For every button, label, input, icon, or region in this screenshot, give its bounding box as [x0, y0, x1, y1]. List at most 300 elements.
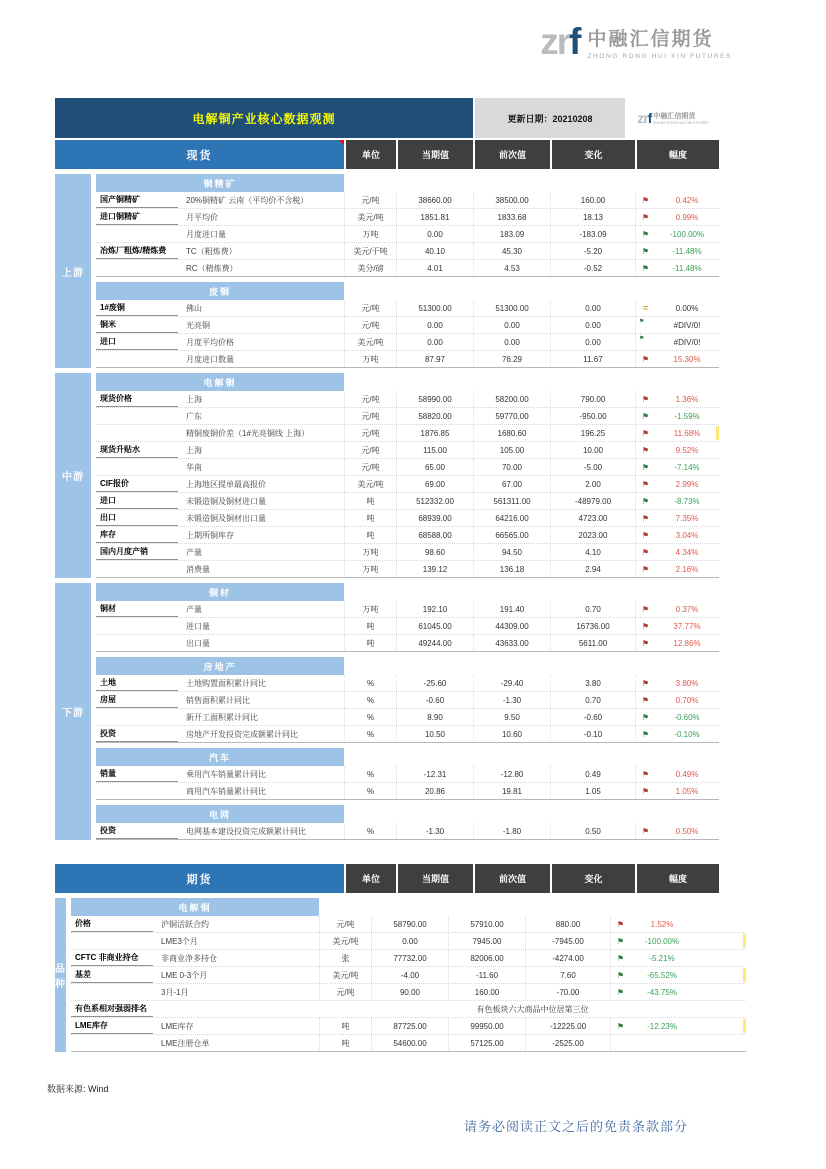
table-row: [96, 442, 719, 459]
previous-value-cell: -1.30: [473, 692, 550, 708]
previous-value-cell: 561311.00: [473, 493, 550, 509]
up-flag-icon: ⚑: [635, 618, 655, 634]
unit-cell: 美元/干吨: [344, 243, 396, 259]
logo-company-name-en: ZHONG RONG HUI XIN FUTURES: [587, 53, 732, 60]
previous-value-cell: 1833.68: [473, 209, 550, 225]
previous-value-cell: 160.00: [448, 984, 525, 1000]
section-title: 铜材: [96, 583, 344, 601]
table-row: [96, 260, 719, 277]
spot-section-label: 现货: [55, 140, 344, 169]
unit-cell: 美元/吨: [319, 967, 371, 983]
change-value-cell: 16736.00: [550, 618, 635, 634]
previous-value-cell: 99950.00: [448, 1018, 525, 1034]
spot-column-header-row: [55, 140, 719, 169]
range-cell: 0.50%: [675, 826, 699, 836]
unit-cell: 元/吨: [344, 425, 396, 441]
change-value-cell: -70.00: [525, 984, 610, 1000]
column-header-current: 当期值: [396, 864, 473, 893]
change-value-cell: -4274.00: [525, 950, 610, 966]
row-label: 基差: [71, 967, 153, 983]
row-desc: 出口量: [186, 638, 210, 648]
previous-value-cell: 9.50: [473, 709, 550, 725]
unit-cell: %: [344, 709, 396, 725]
row-label: [96, 226, 178, 242]
change-value-cell: -7945.00: [525, 933, 610, 949]
previous-value-cell: 4.53: [473, 260, 550, 276]
previous-value-cell: 1680.60: [473, 425, 550, 441]
current-value-cell: -1.30: [396, 823, 473, 839]
change-value-cell: 3.80: [550, 675, 635, 691]
table-row: [96, 527, 719, 544]
down-flag-icon: ⚑: [635, 226, 655, 242]
band: [55, 174, 719, 368]
logo-f-text: f: [569, 21, 580, 62]
row-label: 土地: [96, 675, 178, 691]
equal-icon: =: [635, 300, 655, 316]
row-desc: 销售面积累计同比: [186, 695, 250, 705]
down-flag-icon: ⚑: [635, 260, 655, 276]
current-value-cell: 54600.00: [371, 1035, 448, 1051]
previous-value-cell: 7945.00: [448, 933, 525, 949]
unit-cell: %: [344, 675, 396, 691]
change-value-cell: 2.00: [550, 476, 635, 492]
header-small-logo: [625, 98, 719, 138]
change-value-cell: -0.10: [550, 726, 635, 742]
change-value-cell: -5.00: [550, 459, 635, 475]
small-logo-f: f: [647, 110, 652, 126]
row-label: 房屋: [96, 692, 178, 708]
table-row: [96, 334, 719, 351]
table-row: [96, 425, 719, 442]
row-label: [96, 459, 178, 475]
current-value-cell: 58790.00: [371, 916, 448, 932]
previous-value-cell: 58200.00: [473, 391, 550, 407]
small-green-flag-icon: ⚑: [635, 334, 655, 350]
row-label: 进口: [96, 334, 178, 350]
previous-value-cell: 183.09: [473, 226, 550, 242]
up-flag-icon: ⚑: [635, 510, 655, 526]
logo-text-block: [587, 24, 732, 60]
company-logo: [540, 18, 732, 66]
row-desc: LME 0-3个月: [161, 970, 208, 980]
current-value-cell: 0.00: [396, 317, 473, 333]
row-desc: 沪铜活跃合约: [161, 919, 209, 929]
unit-cell: 美元/吨: [344, 209, 396, 225]
current-value-cell: 68588.00: [396, 527, 473, 543]
unit-cell: 元/吨: [344, 317, 396, 333]
current-value-cell: 90.00: [371, 984, 448, 1000]
current-value-cell: 10.50: [396, 726, 473, 742]
range-cell: -11.48%: [672, 263, 702, 273]
unit-cell: 万吨: [344, 226, 396, 242]
previous-value-cell: 10.60: [473, 726, 550, 742]
table-row: [96, 391, 719, 408]
row-desc: 精铜废铜价差（1#光亮铜线 上海）: [186, 428, 310, 438]
change-value-cell: 196.25: [550, 425, 635, 441]
row-label: [71, 933, 153, 949]
down-flag-icon: ⚑: [635, 709, 655, 725]
current-value-cell: 0.00: [396, 334, 473, 350]
row-desc: 光亮铜: [186, 320, 210, 330]
table-section: [96, 805, 719, 840]
current-value-cell: -25.60: [396, 675, 473, 691]
futures-column-header-row: [55, 864, 719, 893]
unit-cell: %: [344, 766, 396, 782]
change-value-cell: 2023.00: [550, 527, 635, 543]
table-row: [96, 300, 719, 317]
row-label: [96, 351, 178, 367]
column-header-unit: 单位: [344, 864, 396, 893]
up-flag-icon: ⚑: [635, 692, 655, 708]
row-label: [96, 425, 178, 441]
row-desc: 产量: [186, 547, 202, 557]
current-value-cell: 61045.00: [396, 618, 473, 634]
down-flag-icon: ⚑: [610, 984, 630, 1000]
band-side-label: 品种: [55, 898, 66, 1052]
small-logo-cn: 中融汇信期货: [653, 113, 696, 120]
table-row: [96, 476, 719, 493]
table-section: [96, 174, 719, 277]
row-label: CIF报价: [96, 476, 178, 492]
previous-value-cell: 57910.00: [448, 916, 525, 932]
down-flag-icon: ⚑: [610, 933, 630, 949]
row-label: 现货价格: [96, 391, 178, 407]
band-body: [71, 898, 746, 1052]
up-flag-icon: ⚑: [635, 476, 655, 492]
unit-cell: 元/吨: [344, 300, 396, 316]
up-flag-icon: ⚑: [635, 192, 655, 208]
current-value-cell: 512332.00: [396, 493, 473, 509]
range-cell: 11.68%: [673, 428, 701, 438]
previous-value-cell: 38500.00: [473, 192, 550, 208]
change-value-cell: 1.05: [550, 783, 635, 799]
small-logo-text: [653, 111, 708, 125]
range-cell: 0.00%: [675, 303, 699, 313]
table-row: [96, 209, 719, 226]
column-header-previous: 前次值: [473, 140, 550, 169]
table-row: [96, 635, 719, 652]
row-desc: 3月-1月: [161, 987, 189, 997]
row-label: [96, 783, 178, 799]
table-row: [96, 493, 719, 510]
row-desc: LME3个月: [161, 936, 198, 946]
row-desc: LME库存: [161, 1021, 194, 1031]
row-desc: [153, 1001, 319, 1017]
row-label: LME库存: [71, 1018, 153, 1034]
previous-value-cell: 0.00: [473, 317, 550, 333]
current-value-cell: 0.00: [371, 933, 448, 949]
up-flag-icon: ⚑: [635, 561, 655, 577]
previous-value-cell: -12.80: [473, 766, 550, 782]
up-flag-icon: ⚑: [635, 675, 655, 691]
column-header-range: 幅度: [635, 140, 719, 169]
change-value-cell: 0.50: [550, 823, 635, 839]
down-flag-icon: ⚑: [610, 1018, 630, 1034]
table-row: [96, 544, 719, 561]
row-desc: 上海: [186, 394, 202, 404]
row-desc: 佛山: [186, 303, 202, 313]
current-value-cell: 139.12: [396, 561, 473, 577]
unit-cell: 元/吨: [319, 984, 371, 1000]
empty-flag-cell: [610, 1035, 630, 1051]
range-cell: 7.35%: [675, 513, 699, 523]
range-cell: 2.99%: [675, 479, 699, 489]
range-cell: #DIV/0!: [673, 320, 701, 330]
down-flag-icon: ⚑: [635, 459, 655, 475]
change-value-cell: 4723.00: [550, 510, 635, 526]
current-value-cell: 0.00: [396, 226, 473, 242]
change-value-cell: -12225.00: [525, 1018, 610, 1034]
change-value-cell: 10.00: [550, 442, 635, 458]
unit-cell: 元/吨: [344, 192, 396, 208]
table-section: [71, 898, 746, 1052]
band-body: [96, 174, 719, 368]
unit-cell: 吨: [319, 1018, 371, 1034]
current-value-cell: 1851.81: [396, 209, 473, 225]
small-logo-en: ZHONG RONG HUI XIN FUTURES: [653, 121, 709, 125]
range-cell: 1.05%: [675, 786, 699, 796]
current-value-cell: -0.60: [396, 692, 473, 708]
table-section: [96, 373, 719, 578]
row-desc: 非商业净多持仓: [161, 953, 217, 963]
range-cell: -11.48%: [672, 246, 702, 256]
range-cell: 4.34%: [675, 547, 699, 557]
futures-table: [55, 864, 719, 1052]
table-row: [71, 933, 746, 950]
up-flag-icon: ⚑: [635, 209, 655, 225]
row-desc: 上海地区提单最高报价: [186, 479, 266, 489]
range-cell: -0.60%: [674, 712, 700, 722]
table-row: [96, 510, 719, 527]
row-label: 国内月度产销: [96, 544, 178, 560]
unit-cell: 万吨: [344, 561, 396, 577]
current-value-cell: 87.97: [396, 351, 473, 367]
row-label: 现货升贴水: [96, 442, 178, 458]
row-desc: 月度进口数量: [186, 354, 234, 364]
up-flag-icon: ⚑: [635, 527, 655, 543]
unit-cell: 元/吨: [319, 916, 371, 932]
section-title: 汽车: [96, 748, 344, 766]
unit-cell: 美元/吨: [344, 334, 396, 350]
row-label: 销量: [96, 766, 178, 782]
table-section: [96, 657, 719, 743]
section-title: 废铜: [96, 282, 344, 300]
unit-cell: 吨: [344, 510, 396, 526]
table-row: [96, 601, 719, 618]
up-flag-icon: ⚑: [635, 823, 655, 839]
up-flag-icon: ⚑: [635, 351, 655, 367]
row-desc: 月度平均价格: [186, 337, 234, 347]
table-row: [96, 783, 719, 800]
section-title: 房地产: [96, 657, 344, 675]
row-desc: 进口量: [186, 621, 210, 631]
row-desc: 上期所铜库存: [186, 530, 234, 540]
futures-section-label: 期货: [55, 864, 344, 893]
change-value-cell: 5611.00: [550, 635, 635, 651]
range-cell: -65.52%: [647, 970, 677, 980]
current-value-cell: 115.00: [396, 442, 473, 458]
range-cell: 1.36%: [675, 394, 699, 404]
up-flag-icon: ⚑: [635, 766, 655, 782]
table-row: [96, 692, 719, 709]
range-cell: -7.14%: [674, 462, 700, 472]
table-row: [71, 1035, 746, 1052]
previous-value-cell: 57125.00: [448, 1035, 525, 1051]
unit-cell: %: [344, 726, 396, 742]
row-label: 铜米: [96, 317, 178, 333]
column-header-range: 幅度: [635, 864, 719, 893]
unit-cell: 美分/磅: [344, 260, 396, 276]
change-value-cell: 7.60: [525, 967, 610, 983]
logo-company-name-cn: 中融汇信期货: [587, 29, 714, 50]
current-value-cell: 58990.00: [396, 391, 473, 407]
row-desc: 产量: [186, 604, 202, 614]
row-label: CFTC 非商业持仓: [71, 950, 153, 966]
table-row: [96, 726, 719, 743]
row-desc: LME注册仓单: [161, 1038, 210, 1048]
row-label: 国产铜精矿: [96, 192, 178, 208]
unit-cell: 元/吨: [344, 391, 396, 407]
up-flag-icon: ⚑: [635, 601, 655, 617]
row-desc: 乘用汽车销量累计同比: [186, 769, 266, 779]
row-desc: 土地购置面积累计同比: [186, 678, 266, 688]
unit-cell: 吨: [344, 635, 396, 651]
unit-cell: %: [344, 823, 396, 839]
current-value-cell: -12.31: [396, 766, 473, 782]
range-cell: #DIV/0!: [673, 337, 701, 347]
range-cell: 1.52%: [650, 919, 674, 929]
range-cell: 37.77%: [673, 621, 701, 631]
row-label: 库存: [96, 527, 178, 543]
row-desc: 月度进口量: [186, 229, 226, 239]
row-desc: 电网基本建设投资完成额累计同比: [186, 826, 306, 836]
row-desc: 房地产开发投资完成额累计同比: [186, 729, 298, 739]
previous-value-cell: 191.40: [473, 601, 550, 617]
band-side-label: 上游: [55, 174, 91, 368]
table-row: [96, 192, 719, 209]
up-flag-icon: ⚑: [635, 425, 655, 441]
previous-value-cell: 19.81: [473, 783, 550, 799]
unit-cell: 美元/吨: [344, 476, 396, 492]
table-row: [96, 675, 719, 692]
unit-cell: 万吨: [344, 351, 396, 367]
previous-value-cell: 82006.00: [448, 950, 525, 966]
previous-value-cell: 44309.00: [473, 618, 550, 634]
row-label: 投资: [96, 823, 178, 839]
change-value-cell: 0.49: [550, 766, 635, 782]
row-desc: 广东: [186, 411, 202, 421]
table-row: [96, 408, 719, 425]
change-value-cell: 160.00: [550, 192, 635, 208]
table-row: [96, 618, 719, 635]
disclaimer-text: 请务必阅读正文之后的免责条款部分: [464, 1119, 689, 1134]
down-flag-icon: ⚑: [610, 950, 630, 966]
table-row: [96, 243, 719, 260]
report-title: 电解铜产业核心数据观测: [55, 98, 473, 138]
range-cell: 0.37%: [675, 604, 699, 614]
current-value-cell: 1876.85: [396, 425, 473, 441]
unit-cell: %: [344, 692, 396, 708]
change-value-cell: 2.94: [550, 561, 635, 577]
section-title: 电解铜: [96, 373, 344, 391]
row-label: 铜材: [96, 601, 178, 617]
current-value-cell: 98.60: [396, 544, 473, 560]
current-value-cell: 51300.00: [396, 300, 473, 316]
range-cell: 3.04%: [675, 530, 699, 540]
row-desc: 消费量: [186, 564, 210, 574]
current-value-cell: 77732.00: [371, 950, 448, 966]
row-label: [96, 618, 178, 634]
table-row: [71, 1001, 746, 1018]
up-flag-icon: ⚑: [635, 783, 655, 799]
range-cell: 15.30%: [673, 354, 701, 364]
down-flag-icon: ⚑: [635, 493, 655, 509]
table-row: [96, 459, 719, 476]
small-logo-mark: [637, 110, 651, 126]
unit-cell: 元/吨: [344, 408, 396, 424]
current-value-cell: 192.10: [396, 601, 473, 617]
unit-cell: 元/吨: [344, 459, 396, 475]
band-side-label: 下游: [55, 583, 91, 840]
row-label: [96, 260, 178, 276]
row-desc: 未锻造铜及铜材进口量: [186, 496, 266, 506]
row-label: 出口: [96, 510, 178, 526]
row-label: 冶炼厂粗炼/精炼费: [96, 243, 178, 259]
row-desc: 商用汽车销量累计同比: [186, 786, 266, 796]
unit-cell: 吨: [344, 527, 396, 543]
previous-value-cell: 0.00: [473, 334, 550, 350]
band-body: [96, 373, 719, 578]
row-desc: 新开工面积累计同比: [186, 712, 258, 722]
row-desc: 月平均价: [186, 212, 218, 222]
row-label: [96, 635, 178, 651]
previous-value-cell: 67.00: [473, 476, 550, 492]
table-row: [96, 317, 719, 334]
row-desc: 上海: [186, 445, 202, 455]
column-header-change: 变化: [550, 864, 635, 893]
table-row: [71, 916, 746, 933]
band: [55, 373, 719, 578]
previous-value-cell: 45.30: [473, 243, 550, 259]
unit-cell: 吨: [344, 618, 396, 634]
previous-value-cell: -1.80: [473, 823, 550, 839]
update-date: 更新日期：20210208: [473, 98, 625, 138]
current-value-cell: 20.86: [396, 783, 473, 799]
row-label: 进口: [96, 493, 178, 509]
up-flag-icon: ⚑: [635, 544, 655, 560]
table-section: [96, 583, 719, 652]
table-row: [71, 1018, 746, 1035]
table-section: [96, 748, 719, 800]
column-header-change: 变化: [550, 140, 635, 169]
small-green-flag-icon: ⚑: [635, 317, 655, 333]
current-value-cell: 68939.00: [396, 510, 473, 526]
up-flag-icon: ⚑: [610, 916, 630, 932]
row-label: [71, 1035, 153, 1051]
down-flag-icon: ⚑: [635, 726, 655, 742]
row-label: 进口铜精矿: [96, 209, 178, 225]
range-cell: 0.49%: [675, 769, 699, 779]
previous-value-cell: 70.00: [473, 459, 550, 475]
row-label: 1#废铜: [96, 300, 178, 316]
change-value-cell: 0.00: [550, 334, 635, 350]
previous-value-cell: 64216.00: [473, 510, 550, 526]
row-label: 价格: [71, 916, 153, 932]
change-value-cell: -48979.00: [550, 493, 635, 509]
change-value-cell: -950.00: [550, 408, 635, 424]
section-title: 铜精矿: [96, 174, 344, 192]
table-row: [71, 967, 746, 984]
